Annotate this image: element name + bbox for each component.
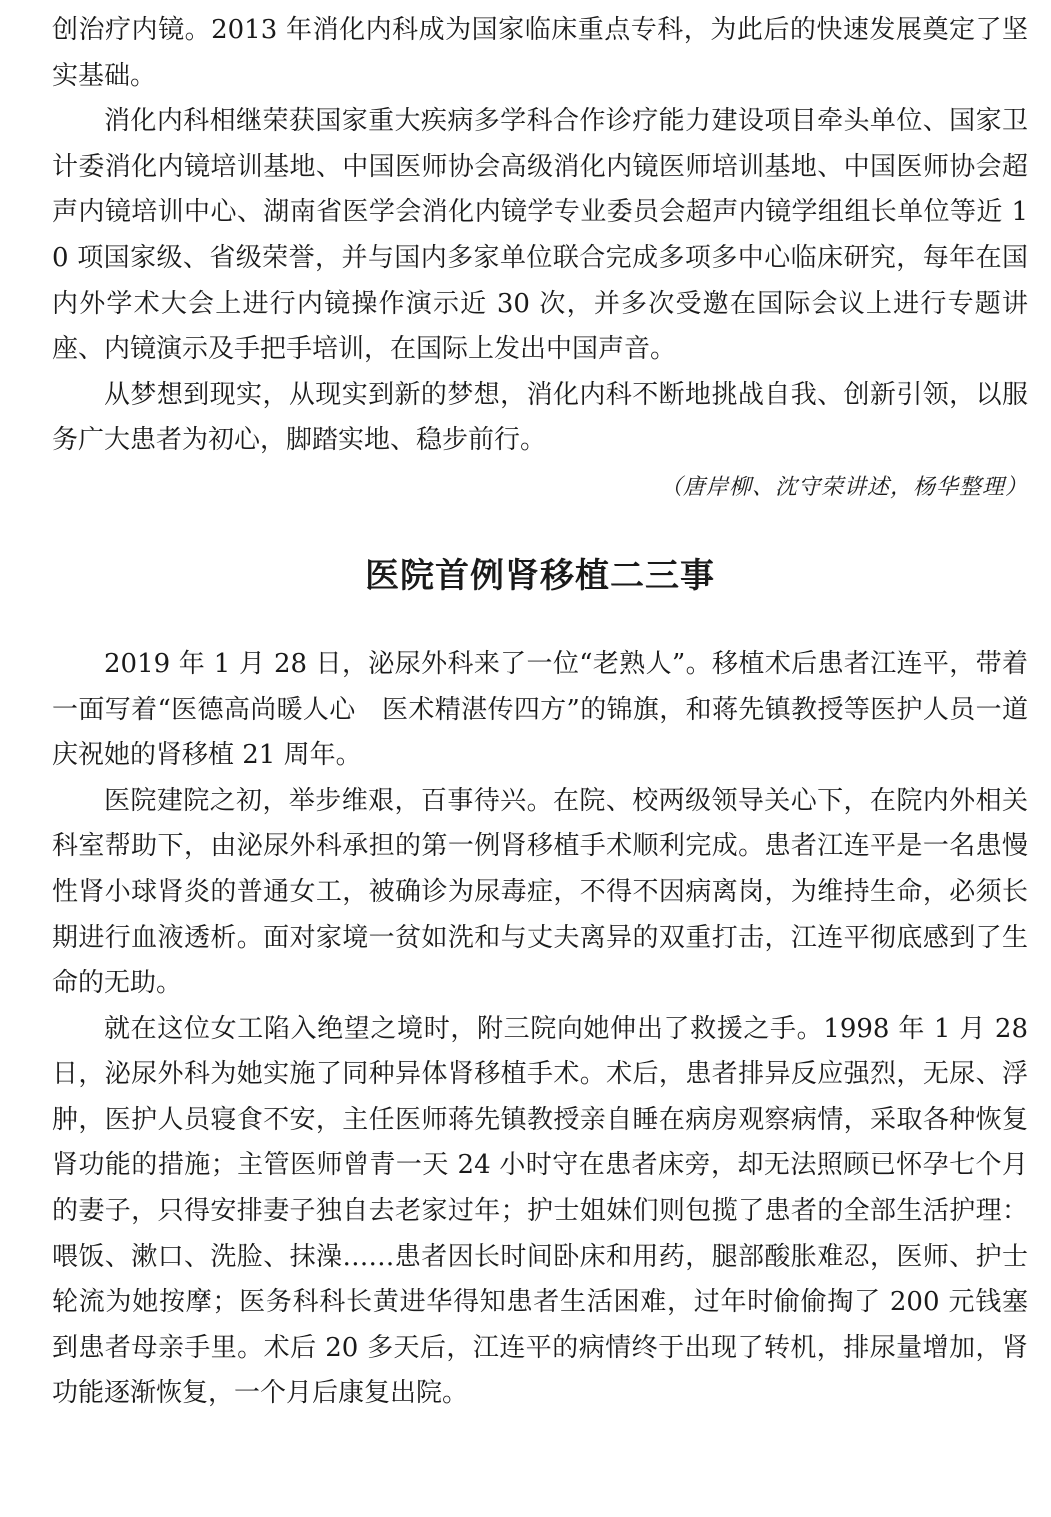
paragraph-honors: 消化内科相继荣获国家重大疾病多学科合作诊疗能力建设项目牵头单位、国家卫计委消化内镜培训基地、中国医师协会高级消化内镜医师培训基地、中国医师协会超声内镜培训中心、湖南省医学会消化内镜学专业委员会超声内镜学组组长单位等近 10 项国家级、省级荣誉，并与国内多家单位联合完成多项多中心临床研究，每年在国内外学术大会上进行内镜操作演示近 30 次，并多次受邀在国际会议上进行专题讲座、内镜演示及手把手培训，在国际上发出中国声音。 <box>52 106 1028 365</box>
attribution: （唐岸柳、沈守荣讲述，杨华整理） <box>659 474 1028 500</box>
paragraph-closing: 从梦想到现实，从现实到新的梦想，消化内科不断地挑战自我、创新引领，以服务广大患者为初心，脚踏实地、稳步前行。 <box>52 379 1028 456</box>
paragraph-background: 医院建院之初，举步维艰，百事待兴。在院、校两级领导关心下，在院内外相关科室帮助下，由泌尿外科承担的第一例肾移植手术顺利完成。患者江连平是一名患慢性肾小球肾炎的普通女工，被确诊为尿毒症，不得不因病离岗，为维持生命，必须长期进行血液透析。面对家境一贫如洗和与丈夫离异的双重打击，江连平彻底感到了生命的无助。 <box>52 785 1028 999</box>
paragraph-anniversary: 2019 年 1 月 28 日，泌尿外科来了一位“老熟人”。移植术后患者江连平，带着一面写着“医德高尚暖人心 医术精湛传四方”的锦旗，和蒋先镇教授等医护人员一道庆祝她的肾移植 21 周年。 <box>52 648 1028 771</box>
previous-section <box>52 0 1028 506</box>
article-title: 医院首例肾移植二三事 <box>365 555 715 596</box>
document-page <box>52 0 1028 1417</box>
paragraph-surgery: 就在这位女工陷入绝望之境时，附三院向她伸出了救援之手。1998 年 1 月 28 日，泌尿外科为她实施了同种异体肾移植手术。术后，患者排异反应强烈，无尿、浮肿，医护人员寝食不安，主任医师蒋先镇教授亲自睡在病房观察病情，采取各种恢复肾功能的措施；主管医师曾青一天 24 小时守在患者床旁，却无法照顾已怀孕七个月的妻子，只得安排妻子独自去老家过年；护士姐妹们则包揽了患者的全部生活护理：喂饭、漱口、洗脸、抹澡……患者因长时间卧床和用药，腿部酸胀难忍，医师、护士轮流为她按摩；医务科科长黄进华得知患者生活困难，过年时偷偷掏了 200 元钱塞到患者母亲手里。术后 20 多天后，江连平的病情终于出现了转机，排尿量增加，肾功能逐渐恢复，一个月后康复出院。 <box>52 1013 1028 1409</box>
article-body <box>52 642 1028 1417</box>
paragraph-continued: 创治疗内镜。2013 年消化内科成为国家临床重点专科，为此后的快速发展奠定了坚实基础。 <box>52 15 1028 91</box>
